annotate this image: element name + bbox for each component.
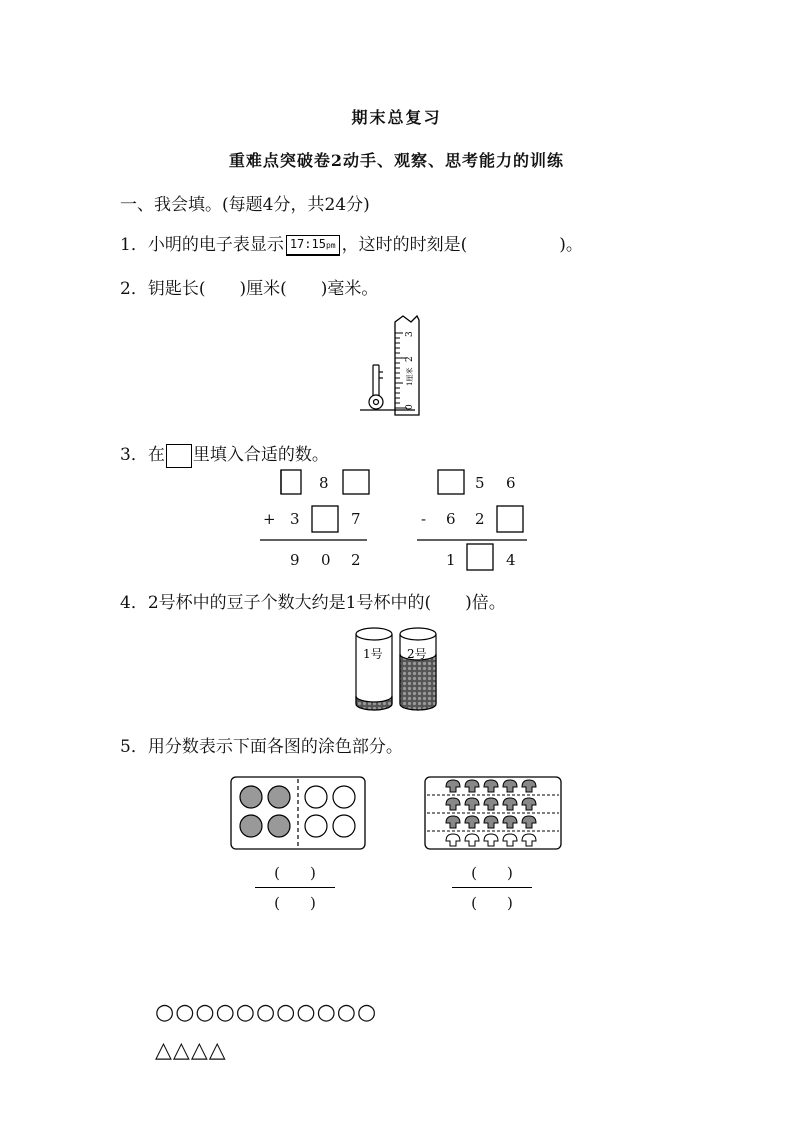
question-text: 2号杯中的豆子个数大约是1号杯中的( )倍。 <box>147 593 506 613</box>
digit: 2 <box>351 551 361 569</box>
question-text: 钥匙长( )厘米( )毫米。 <box>147 279 379 299</box>
question-3 <box>120 440 329 468</box>
circle-row: ○○○○○○○○○○○ <box>155 1000 378 1025</box>
ruler-shape <box>395 316 419 415</box>
cup-1 <box>356 628 392 710</box>
key-icon <box>369 365 383 409</box>
mushrooms-figure <box>424 776 562 850</box>
fraction-answer-1[interactable] <box>255 862 335 913</box>
digit: 6 <box>446 510 456 528</box>
cup-2-label: 2号 <box>407 647 427 661</box>
question-1 <box>120 230 583 256</box>
digit: 5 <box>475 474 485 492</box>
vertical-arithmetic <box>255 468 545 573</box>
digit: 1 <box>446 551 456 569</box>
digital-clock <box>286 235 340 256</box>
page-subtitle: 重难点突破卷2动手、观察、思考能力的训练 <box>228 151 565 170</box>
question-text: 小明的电子表显示 <box>147 235 284 255</box>
question-text: 用分数表示下面各图的涂色部分。 <box>147 737 403 757</box>
question-number: 2． <box>120 279 148 299</box>
digit: 7 <box>351 510 361 528</box>
question-number: 4． <box>120 593 148 613</box>
ruler-label-1: 1厘米 <box>406 367 414 386</box>
section-heading: 一、我会填。(每题4分，共24分) <box>120 195 370 215</box>
question-text: ，这时的时刻是( <box>341 235 468 255</box>
question-text: )。 <box>559 235 583 255</box>
digit: 9 <box>290 551 300 569</box>
ruler-label-3: 3 <box>405 331 415 337</box>
operator: - <box>421 510 427 528</box>
question-number: 3． <box>120 445 148 465</box>
bean-cups-figure <box>352 626 442 714</box>
circles-figure <box>230 776 366 850</box>
ruler-label-0: 0 <box>405 404 415 410</box>
page-title: 期末总复习 <box>351 108 442 127</box>
blank-box <box>312 506 338 532</box>
question-text: 在 <box>147 445 165 465</box>
triangle-row: △△△△ <box>155 1038 227 1063</box>
digit: 6 <box>506 474 516 492</box>
digit: 8 <box>319 474 329 492</box>
fraction-answer-2[interactable] <box>452 862 532 913</box>
clock-digits: 17:15 <box>289 237 326 251</box>
digit: 3 <box>290 510 300 528</box>
numerator-blank[interactable]: ( ) <box>471 864 513 882</box>
blank-box-icon <box>166 444 192 468</box>
question-number: 1． <box>120 235 148 255</box>
key-ruler-figure <box>355 310 435 420</box>
question-number: 5． <box>120 737 148 757</box>
denominator-blank[interactable]: ( ) <box>471 894 513 912</box>
denominator-blank[interactable]: ( ) <box>274 894 316 912</box>
blank-box <box>281 470 301 494</box>
blank-box <box>438 470 464 494</box>
clock-suffix: pm <box>325 241 336 250</box>
blank-box <box>497 506 523 532</box>
cup-1-label: 1号 <box>363 647 383 661</box>
blank-box <box>343 470 369 494</box>
digit: 0 <box>321 551 331 569</box>
digit: 2 <box>475 510 485 528</box>
operator: + <box>263 510 276 528</box>
numerator-blank[interactable]: ( ) <box>274 864 316 882</box>
question-4 <box>120 588 506 613</box>
question-text: 里填入合适的数。 <box>192 445 329 465</box>
cup-2 <box>400 628 436 710</box>
question-2 <box>120 274 378 299</box>
question-5 <box>120 732 403 757</box>
blank-box <box>467 544 493 570</box>
digit: 4 <box>506 551 516 569</box>
ruler-label-2: 2 <box>405 356 415 362</box>
